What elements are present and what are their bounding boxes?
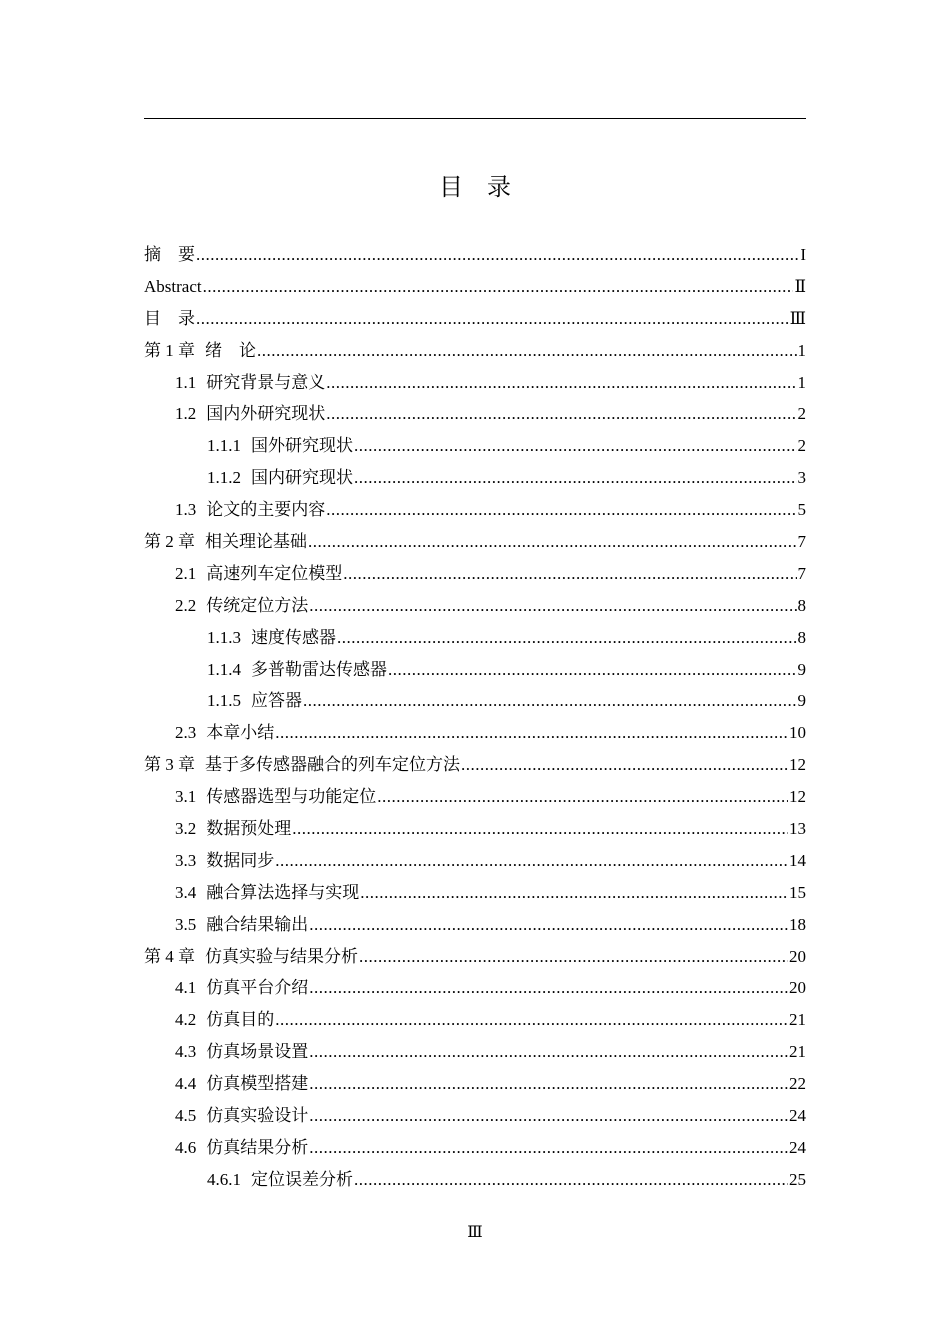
toc-entry-page: 12 [789, 787, 806, 807]
toc-entry-page: 9 [797, 691, 806, 711]
toc-entry-page: 3 [797, 468, 806, 488]
toc-entry-number: 1.1.5 [207, 691, 241, 711]
toc-entry-title: 数据预处理 [206, 819, 292, 839]
toc-dot-leader [196, 239, 799, 271]
toc-entry-title: 基于多传感器融合的列车定位方法 [205, 755, 460, 775]
toc-dot-leader [360, 877, 788, 909]
toc-entry-number: 4.6 [175, 1137, 197, 1157]
toc-entry-title: 相关理论基础 [205, 532, 307, 552]
toc-dot-leader [354, 430, 797, 462]
toc-dot-leader [196, 303, 789, 335]
toc-dot-leader [309, 590, 796, 622]
toc-entry[interactable] [144, 941, 806, 973]
toc-entry-title: 高速列车定位模型 [206, 563, 343, 583]
toc-dot-leader [359, 941, 788, 973]
toc-entry-title: 仿真模型搭建 [206, 1074, 309, 1094]
toc-entry[interactable] [144, 622, 806, 654]
toc-entry-page: 24 [789, 1137, 806, 1157]
toc-dot-leader [303, 685, 797, 717]
toc-entry-title: 传统定位方法 [206, 595, 309, 615]
toc-entry-title: 论文的主要内容 [206, 500, 326, 520]
toc-entry-title: 国内研究现状 [251, 468, 353, 488]
toc-entry-title: 研究背景与意义 [206, 372, 326, 392]
toc-entry[interactable] [144, 717, 806, 749]
toc-entry-number: 1.1.1 [207, 436, 241, 456]
toc-entry-page: 7 [797, 563, 806, 583]
toc-entry-title: 融合结果输出 [206, 914, 309, 934]
page-number: Ⅲ [467, 1224, 483, 1241]
toc-entry-page: 14 [789, 850, 806, 870]
toc-entry-page: 8 [797, 595, 806, 615]
toc-dot-leader [309, 1132, 788, 1164]
toc-entry-page: 15 [789, 882, 806, 902]
header-rule [144, 118, 806, 119]
toc-entry-number: 3.4 [175, 882, 197, 902]
toc-entry-number: 2.3 [175, 723, 197, 743]
toc-entry-title: 仿真实验设计 [206, 1106, 309, 1126]
toc-dot-leader [275, 845, 788, 877]
toc-entry-title: 仿真平台介绍 [206, 978, 309, 998]
toc-entry[interactable] [144, 398, 806, 430]
table-of-contents [144, 239, 806, 1196]
toc-entry-title: 数据同步 [206, 850, 275, 870]
toc-entry-number: 3.2 [175, 819, 197, 839]
toc-entry[interactable] [144, 972, 806, 1004]
toc-entry-title: 应答器 [251, 691, 302, 711]
toc-dot-leader [343, 558, 796, 590]
toc-entry-page: 25 [789, 1169, 806, 1189]
toc-entry-number: 1.1.3 [207, 627, 241, 647]
toc-dot-leader [309, 1068, 788, 1100]
toc-entry[interactable] [144, 909, 806, 941]
toc-entry-page: 8 [797, 627, 806, 647]
toc-entry-title: 本章小结 [206, 723, 275, 743]
toc-entry[interactable] [144, 1004, 806, 1036]
toc-entry[interactable] [144, 1036, 806, 1068]
page-title: 目 录 [439, 173, 511, 201]
toc-dot-leader [326, 398, 796, 430]
toc-entry-page: Ⅲ [789, 308, 806, 328]
toc-dot-leader [377, 781, 788, 813]
toc-dot-leader [337, 622, 797, 654]
toc-entry[interactable] [144, 877, 806, 909]
toc-entry-number: 2.1 [175, 563, 197, 583]
toc-entry-page: 7 [797, 532, 806, 552]
toc-entry-title: 仿真场景设置 [206, 1042, 309, 1062]
toc-entry-page: I [800, 245, 806, 264]
toc-entry-title: 多普勒雷达传感器 [251, 659, 387, 679]
toc-entry-page: 5 [797, 500, 806, 520]
toc-entry-number: 4.4 [175, 1074, 197, 1094]
toc-entry-page: Ⅱ [794, 276, 806, 296]
toc-entry-page: 21 [789, 1010, 806, 1030]
toc-dot-leader [461, 749, 788, 781]
toc-entry-number: 1.3 [175, 500, 197, 520]
toc-entry-number: 4.3 [175, 1042, 197, 1062]
toc-entry[interactable] [144, 1164, 806, 1196]
toc-dot-leader [309, 1036, 788, 1068]
toc-entry[interactable] [144, 239, 806, 271]
toc-entry-title: 仿真目的 [206, 1010, 275, 1030]
toc-entry-title: 目 录 [144, 308, 195, 328]
toc-entry-title: 定位误差分析 [251, 1169, 353, 1189]
toc-entry-number: 第 3 章 [144, 755, 195, 775]
toc-entry-title: 国内外研究现状 [206, 404, 326, 424]
toc-entry-number: 4.2 [175, 1010, 197, 1030]
toc-entry-title: 仿真实验与结果分析 [205, 946, 358, 966]
toc-entry[interactable] [144, 526, 806, 558]
toc-dot-leader [309, 972, 788, 1004]
toc-dot-leader [257, 335, 797, 367]
toc-entry-number: 第 2 章 [144, 532, 195, 552]
toc-entry-title: 融合算法选择与实现 [206, 882, 360, 902]
toc-entry-number: 1.1 [175, 372, 197, 392]
toc-entry[interactable] [144, 749, 806, 781]
toc-entry-page: 1 [797, 340, 806, 360]
toc-entry[interactable] [144, 367, 806, 399]
toc-entry-number: 1.1.4 [207, 659, 241, 679]
toc-entry-title: 速度传感器 [251, 627, 336, 647]
toc-entry-title: 摘 要 [144, 245, 195, 264]
toc-entry-number: 第 4 章 [144, 946, 195, 966]
toc-entry[interactable] [144, 1100, 806, 1132]
toc-entry[interactable] [144, 462, 806, 494]
toc-dot-leader [326, 367, 796, 399]
toc-entry[interactable] [144, 271, 806, 303]
toc-dot-leader [275, 1004, 788, 1036]
toc-dot-leader [354, 1164, 788, 1196]
toc-entry-page: 13 [789, 819, 806, 839]
toc-entry[interactable] [144, 303, 806, 335]
toc-dot-leader [309, 909, 788, 941]
toc-dot-leader [354, 462, 797, 494]
toc-entry-number: 1.2 [175, 404, 197, 424]
toc-entry-title: 国外研究现状 [251, 436, 353, 456]
toc-entry-page: 24 [789, 1106, 806, 1126]
toc-entry[interactable] [144, 590, 806, 622]
toc-dot-leader [203, 271, 794, 303]
toc-entry-page: 12 [789, 755, 806, 775]
toc-entry-number: 3.1 [175, 787, 197, 807]
toc-entry-page: 2 [797, 436, 806, 456]
toc-entry-number: 4.6.1 [207, 1169, 241, 1189]
toc-entry-page: 18 [789, 914, 806, 934]
toc-entry-page: 20 [789, 978, 806, 998]
toc-entry-page: 2 [797, 404, 806, 424]
toc-entry-title: 传感器选型与功能定位 [206, 787, 377, 807]
toc-entry-number: 4.1 [175, 978, 197, 998]
toc-entry-number: 4.5 [175, 1106, 197, 1126]
toc-entry-number: 3.5 [175, 914, 197, 934]
toc-dot-leader [292, 813, 788, 845]
toc-entry[interactable] [144, 494, 806, 526]
toc-entry[interactable] [144, 781, 806, 813]
toc-entry-page: 21 [789, 1042, 806, 1062]
toc-entry-title: Abstract [144, 276, 202, 296]
toc-entry-number: 第 1 章 [144, 340, 195, 360]
toc-entry[interactable] [144, 1068, 806, 1100]
toc-entry-title: 仿真结果分析 [206, 1137, 309, 1157]
toc-entry[interactable] [144, 1132, 806, 1164]
toc-dot-leader [326, 494, 796, 526]
toc-entry[interactable] [144, 813, 806, 845]
toc-entry-number: 2.2 [175, 595, 197, 615]
toc-entry-page: 1 [797, 372, 806, 392]
toc-entry-number: 1.1.2 [207, 468, 241, 488]
toc-dot-leader [275, 717, 788, 749]
toc-dot-leader [309, 1100, 788, 1132]
toc-entry[interactable] [144, 558, 806, 590]
toc-entry-title: 绪 论 [205, 340, 256, 360]
toc-entry[interactable] [144, 845, 806, 877]
toc-dot-leader [388, 654, 797, 686]
toc-entry-number: 3.3 [175, 850, 197, 870]
toc-entry-page: 22 [789, 1074, 806, 1094]
toc-entry[interactable] [144, 685, 806, 717]
toc-entry[interactable] [144, 654, 806, 686]
toc-dot-leader [308, 526, 797, 558]
toc-entry[interactable] [144, 430, 806, 462]
toc-entry-page: 20 [789, 946, 806, 966]
toc-entry-page: 9 [797, 659, 806, 679]
toc-entry[interactable] [144, 335, 806, 367]
toc-entry-page: 10 [789, 723, 806, 743]
